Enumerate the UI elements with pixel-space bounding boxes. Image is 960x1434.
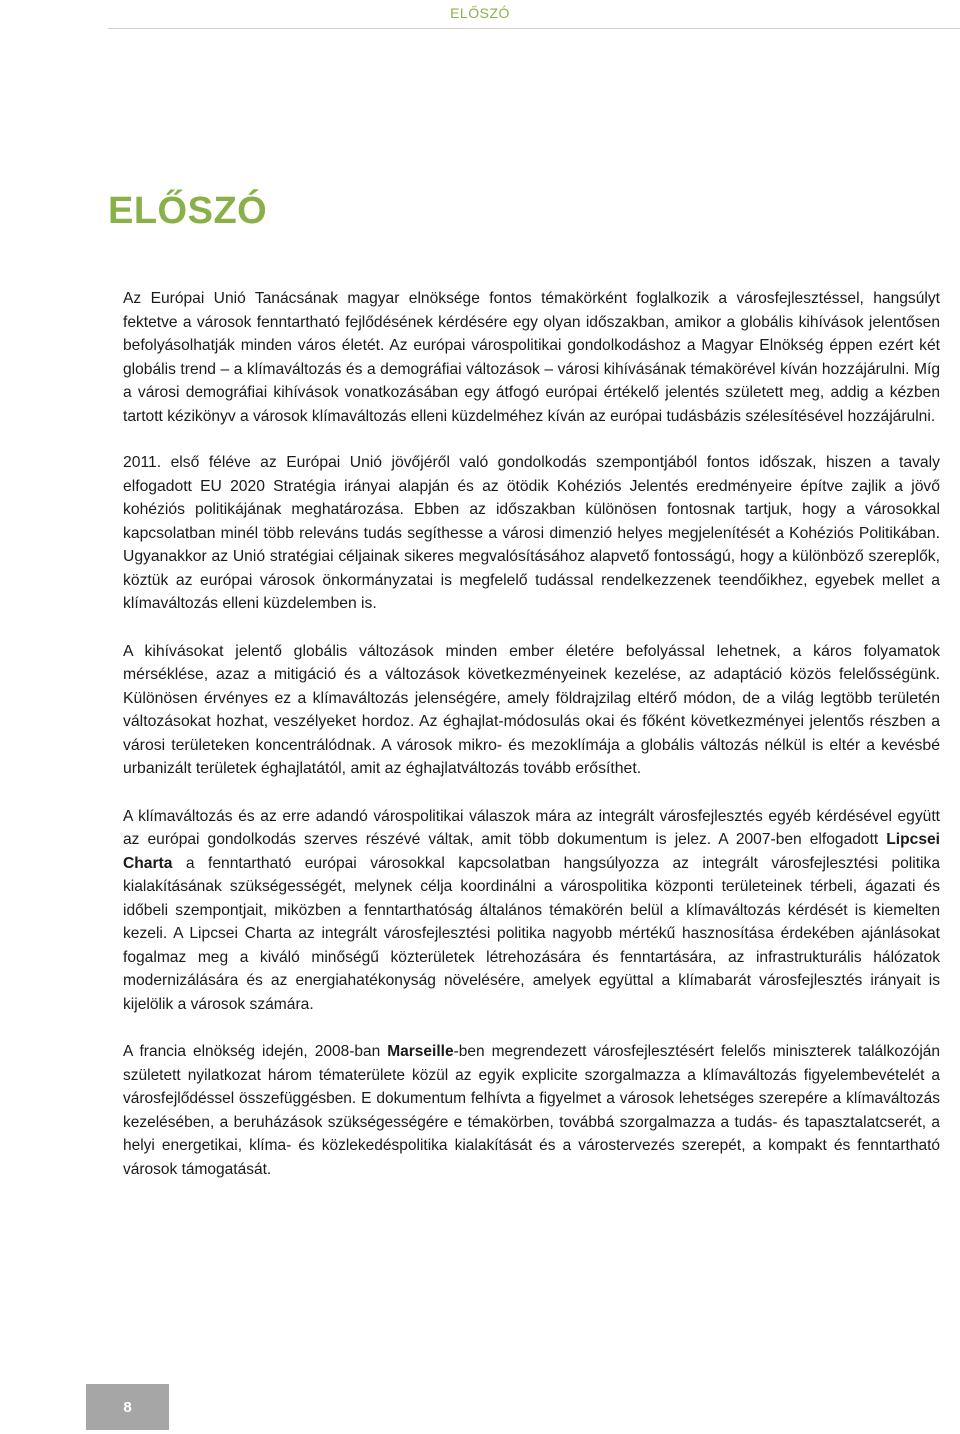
paragraph-1 [123, 287, 940, 428]
paragraph-1-text: Az Európai Unió Tanácsának magyar elnöksége fontos témakörként foglalkozik a városfejlesztéssel, hangsúlyt fektetve a városok fenntartható fejlődésének kérdésére egy olyan időszakban, amikor a globális kihívások jelentősen befolyásolhatják minden város életét. Az európai várospolitikai gondolkodáshoz a Magyar Elnökség éppen ezért két globális trend – a klímaváltozás és a demográfiai változások – városi kihívásának témakörével kíván hozzájárulni. Míg a városi demográfiai kihívások vonatkozásában egy átfogó európai értékelő jelentés született meg, addig a kézben tartott kézikönyv a városok klímaváltozás elleni küzdelméhez kíván az európai tudásbázis szélesítésével hozzájárulni. [123, 290, 940, 425]
paragraph-4 [123, 805, 940, 1017]
paragraph-5 [123, 1040, 940, 1181]
paragraph-3 [123, 640, 940, 781]
paragraph-4-text-end: a fenntartható európai városokkal kapcsolatban hangsúlyozza az integrált városfejlesztési politika kialakításának szükségességét, melynek célja koordinálni a várospolitika központi területeinek térbeli, ágazati és időbeli szempontjait, miközben a fenntarthatóság általános témakörén belül a klímaváltozás kérdését is kiemelten kezeli. A Lipcsei Charta az integrált városfejlesztési politika nagyobb mértékű hasznosítása érdekében ajánlásokat fogalmaz meg a kiváló minőségű közterületek létrehozására és fenntartására, az infrastrukturális hálózatok modernizálására és az energiahatékonyság növelésére, amelyek együttal a klímabarát városfejlesztés irányait is kijelölik a városok számára. [123, 854, 940, 1013]
page-number-box [86, 1384, 169, 1430]
running-header: ELŐSZÓ [450, 5, 510, 21]
body-text [123, 287, 940, 1205]
paragraph-5-text-start: A francia elnökség idején, 2008-ban [123, 1043, 388, 1060]
paragraph-5-text-end: -ben megrendezett városfejlesztésért felelős miniszterek találkozóján született nyilatkozat három tématerülete közül az egyik explicite szorgalmazza a klímaváltozás figyelembevételét a városfejlődéssel összefüggésben. E dokumentum felhívta a figyelmet a városok lehetséges szerepére a klímaváltozás kezelésében, a beruházások szükségességére e témakörben, továbbá szorgalmazza a tudás- és tapasztalatcserét, a helyi energetikai, klíma- és közlekedéspolitika kialakítását és a várostervezés szerepét, a kompakt és fenntartható városok támogatását. [123, 1043, 941, 1178]
paragraph-4-text-start: A klímaváltozás és az erre adandó várospolitikai válaszok mára az integrált városfejlesztés egyéb kérdésével együtt az európai gondolkodás szerves részévé váltak, amit több dokumentum is jelez. A 2007-ben elfogadott [123, 807, 940, 848]
marseille-term: Marseille [387, 1043, 454, 1060]
paragraph-2 [123, 451, 940, 616]
header-divider [108, 28, 960, 29]
paragraph-2-text: 2011. első féléve az Európai Unió jövőjéről való gondolkodás szempontjából fontos időszak, hiszen a tavaly elfogadott EU 2020 Stratégia irányai alapján és az ötödik Kohéziós Jelentés eredményeire építve zajlik a jövő kohéziós politikájának meghatározása. Ebben az időszakban különösen fontosnak tartjuk, hogy a városokkal kapcsolatban minél több releváns tudás segíthesse a városi dimenzió helyes megjelenítését a Kohéziós Politikában. Ugyanakkor az Unió stratégiai céljainak sikeres megvalósításához alapvető fontosságú, hogy a különböző szereplők, köztük az európai városok önkormányzatai is megfelelő tudással rendelkezzenek teendőikhez, egyebek mellet a klímaváltozás elleni küzdelemben is. [123, 454, 940, 612]
page-number: 8 [123, 1398, 132, 1416]
page-title: ELŐSZÓ [108, 190, 268, 232]
leipzig-charter-term: Lipcsei Charta [123, 831, 940, 872]
paragraph-3-text: A kihívásokat jelentő globális változások minden ember életére befolyással lehetnek, a káros folyamatok mérséklése, azaz a mitigáció és a változások következményeinek kezelése, az adaptáció közös felelősségünk. Különösen érvényes ez a klímaváltozás jelenségére, amely földrajzilag eltérő módon, de a világ legtöbb területén változásokat hozhat, veszélyeket hordoz. Az éghajlat-módosulás okai és főként következményei jelentős részben a városi területeken koncentrálódnak. A városok mikro- és mezoklímája a globális változás nélkül is eltér a kevésbé urbanizált területek éghajlatától, amit az éghajlatváltozás tovább erősíthet. [123, 642, 940, 777]
